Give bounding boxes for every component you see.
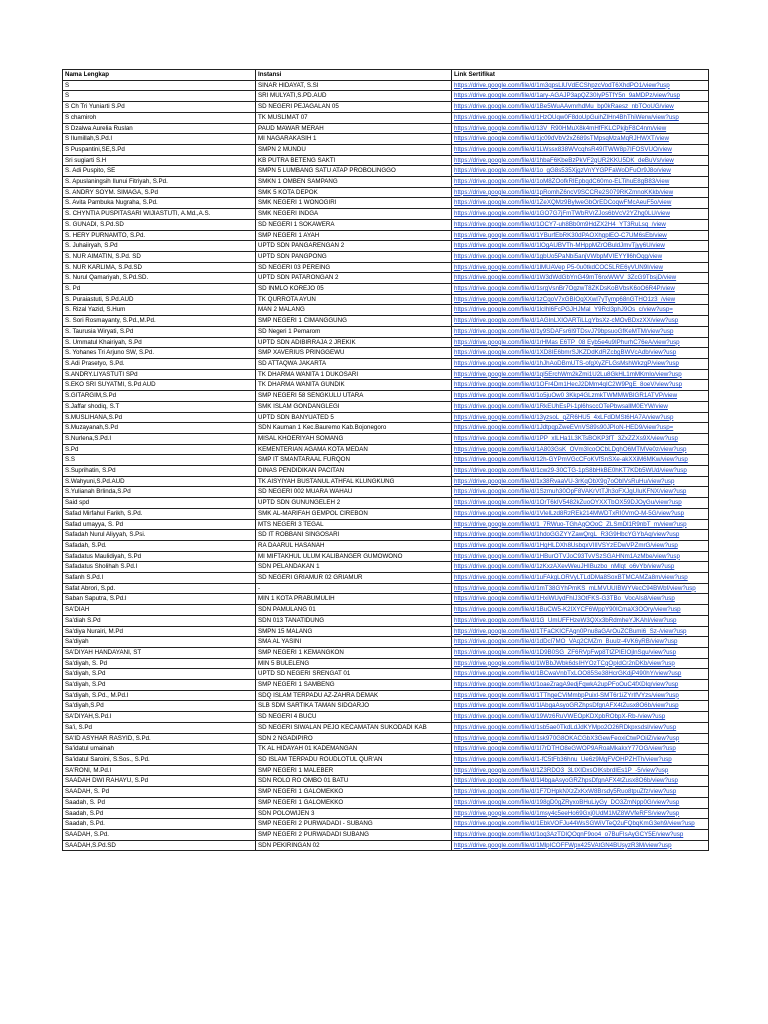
header-instansi: Instansi	[256, 70, 452, 81]
table-row	[63, 273, 709, 284]
cell-nama-lengkap: Safanh S.Pd.I	[63, 573, 256, 584]
cell-instansi: SDN Kauman 1 Kec.Bauremo Kab.Bojonegoro	[256, 423, 452, 434]
cell-link-sertifikat[interactable]: https://drive.google.com/file/d/1HzOUqw0F8doUpGuihZlHn4BhThiWerw/view?usp	[452, 112, 709, 123]
cell-instansi: SD NEGERI GRIAMUR 02 GRIAMUR	[256, 573, 452, 584]
table-row	[63, 348, 709, 359]
cell-nama-lengkap: S Dzalwa Aurelia Ruslan	[63, 123, 256, 134]
cell-instansi: TK QURROTA AYUN	[256, 294, 452, 305]
cell-nama-lengkap: S. Adi Puspito, SE	[63, 166, 256, 177]
table-row	[63, 284, 709, 295]
cell-instansi: SMP XAVERIUS PRINGGEWU	[256, 348, 452, 359]
cell-link-sertifikat[interactable]: https://drive.google.com/file/d/1LWssx838WVcqhsR49ITWW8p7IFOSVUO/view	[452, 144, 709, 155]
cell-nama-lengkap: Sa'diyah, S.Pd., M.Pd.I	[63, 690, 256, 701]
cell-instansi: SD Negeri 1 Pemarom	[256, 326, 452, 337]
cell-nama-lengkap: S.Adi Prasetyo, S.Pd.	[63, 358, 256, 369]
cell-nama-lengkap: S.Muzayanah,S.Pd	[63, 423, 256, 434]
cell-instansi: SDN PELANDAKAN 1	[256, 562, 452, 573]
table-row	[63, 358, 709, 369]
table-row	[63, 519, 709, 530]
cell-link-sertifikat[interactable]: https://drive.google.com/file/d/1F7DHpkNXzZxKxW8Brsdy5Ruo8tpuZfz/view?usp	[452, 787, 709, 798]
cell-link-sertifikat[interactable]: https://drive.google.com/file/d/1cw29-30CTG-1pS8bHkBE0hKT7KDb5WUd/view?usp	[452, 466, 709, 477]
table-row	[63, 433, 709, 444]
cell-instansi: SD NEGERI SIWALAN PEJO KECAMATAN SUKODADI KAB	[256, 722, 452, 733]
table-row	[63, 198, 709, 209]
table-row	[63, 166, 709, 177]
table-row	[63, 583, 709, 594]
spreadsheet-table	[62, 69, 709, 851]
cell-instansi: SRI MULYATI,S.PD.AUD	[256, 91, 452, 102]
cell-link-sertifikat[interactable]: https://drive.google.com/file/d/1Szmuh30OpF8VAKrVtTJh3oFXJgUIuKFNX/view?usp	[452, 487, 709, 498]
cell-nama-lengkap: Safad Mirfahul Farikh, S.Pd.	[63, 508, 256, 519]
cell-link-sertifikat[interactable]: https://drive.google.com/file/d/1jc09dVbV2xZ689sTMpsqMzaMqRJHWXT/view	[452, 134, 709, 145]
cell-nama-lengkap: S.EKO SRI SUYATMI, S.Pd AUD	[63, 380, 256, 391]
cell-nama-lengkap: Safad umayya, S. Pd	[63, 519, 256, 530]
cell-nama-lengkap: Said spd	[63, 498, 256, 509]
table-row	[63, 658, 709, 669]
cell-instansi: TK AISYIYAH BUSTANUL ATHFAL KLUNGKUNG	[256, 476, 452, 487]
table-row	[63, 615, 709, 626]
cell-nama-lengkap: Sa'diya Nurairi, M.Pd	[63, 626, 256, 637]
cell-link-sertifikat[interactable]: https://drive.google.com/file/d/1_7RWuo-TGhAgOOoC_ZLSmDl1R9nbT_m/view?usp	[452, 519, 709, 530]
cell-link-sertifikat[interactable]: https://drive.google.com/file/d/1BCwaVnbTxLOO85Se38HcrGKdjP490hY/view?usp	[452, 669, 709, 680]
cell-link-sertifikat[interactable]: https://drive.google.com/file/d/1ary-AGAJP3apQZ30IyP5TfY5n_9aMDPz/view?usp	[452, 91, 709, 102]
cell-instansi: SMPN 2 MUNDU	[256, 144, 452, 155]
table-row	[63, 680, 709, 691]
cell-instansi: SMA AL YASINI	[256, 637, 452, 648]
table-row	[63, 829, 709, 840]
table-row	[63, 134, 709, 145]
table-row	[63, 294, 709, 305]
cell-link-sertifikat[interactable]: https://drive.google.com/file/d/13V_R90HMuX8k4mHfFKLCPkjbF8C4nm/view	[452, 123, 709, 134]
cell-instansi: TK DHARMA WANITA 1 DUKOSARI	[256, 369, 452, 380]
cell-nama-lengkap: S. Apuslaningsih Ilunui Fitriyah, S.Pd.	[63, 177, 256, 188]
table-row	[63, 177, 709, 188]
cell-nama-lengkap: Sri sugiarti S.H	[63, 155, 256, 166]
table-row	[63, 369, 709, 380]
cell-instansi: UPTD SDN ADIBIRRAJA 2 JREKIK	[256, 337, 452, 348]
cell-nama-lengkap: S. Rizal Yazid, S.Hum	[63, 305, 256, 316]
cell-link-sertifikat[interactable]: https://drive.google.com/file/d/1-fC5tFb36hnu_Ue6z9MgFVOHPZHTh/view?usp	[452, 755, 709, 766]
cell-nama-lengkap: S. GUNADI, S.Pd.SD	[63, 219, 256, 230]
cell-instansi: MISAL KHOERIYAH SOMANG	[256, 433, 452, 444]
table-row	[63, 594, 709, 605]
cell-instansi: SD NEGERI 4 BUCU	[256, 712, 452, 723]
cell-instansi: SMP NEGERI 1 SAMBENG	[256, 680, 452, 691]
table-body	[63, 80, 709, 851]
table-row	[63, 508, 709, 519]
cell-nama-lengkap: S. Ummatul Khairiyah, S.Pd	[63, 337, 256, 348]
cell-nama-lengkap: Safadatus Maulidiyah, S.Pd	[63, 551, 256, 562]
table-row	[63, 498, 709, 509]
table-row	[63, 551, 709, 562]
table-row	[63, 819, 709, 830]
cell-link-sertifikat[interactable]: https://drive.google.com/file/d/1AGInLXIOARTiLLgYbsXz-cMOvBDxzXX/view?usp	[452, 316, 709, 327]
cell-link-sertifikat[interactable]: https://drive.google.com/file/d/1W3dWdGbYnG49mT6nxWWV_3ZcG9TbsjD/view	[452, 273, 709, 284]
cell-nama-lengkap: SA'DIYAH HANDAYANI, ST	[63, 647, 256, 658]
cell-link-sertifikat[interactable]: https://drive.google.com/file/d/1BuCW5-K2IXYCF6WppY90ICmaX3OOry/view?usp	[452, 605, 709, 616]
cell-nama-lengkap: S. Puraiastuti, S.Pd.AUD	[63, 294, 256, 305]
cell-link-sertifikat[interactable]: https://drive.google.com/file/d/1srgVsnBr7OgzwT8ZKDsKoBVbsK6oO6R4P/view	[452, 284, 709, 295]
cell-instansi: SD ATTAQWA JAKARTA	[256, 358, 452, 369]
cell-link-sertifikat[interactable]: https://drive.google.com/file/d/1hbaF6KbeBzPkVF2gUR2KKU5DK_deBuVs/view	[452, 155, 709, 166]
cell-link-sertifikat[interactable]: https://drive.google.com/file/d/1pRomhZ6ncV9SCCRe2S079RKZmnoKKkb/view	[452, 187, 709, 198]
cell-nama-lengkap: SAADAH, S. Pd	[63, 787, 256, 798]
cell-nama-lengkap: S.Nurlena,S.Pd.I	[63, 433, 256, 444]
cell-link-sertifikat[interactable]: https://drive.google.com/file/d/1y9SDAFsr6I9TDsvJ79bpsuoGfKeMTM/view?usp	[452, 326, 709, 337]
cell-nama-lengkap: S.Jaffar shodiq, S.T	[63, 401, 256, 412]
table-row	[63, 455, 709, 466]
cell-instansi: SDN POLOWIJEN 3	[256, 808, 452, 819]
cell-link-sertifikat[interactable]: https://drive.google.com/file/d/1EbkVOFJu44WsSGWiVTeQ2uFQbqKmG3eh9/view?usp	[452, 819, 709, 830]
cell-link-sertifikat[interactable]: https://drive.google.com/file/d/1msy4c5eeHo69Gxj0UdM1MZ8WVfeRFS/view?usp	[452, 808, 709, 819]
table-row	[63, 776, 709, 787]
cell-nama-lengkap: S. Juhaiiryah, S.Pd	[63, 241, 256, 252]
cell-nama-lengkap: S.GITARGIM,S.Pd	[63, 391, 256, 402]
cell-link-sertifikat[interactable]: https://drive.google.com/file/d/1HxiWUydFhIJ3OtFKS-G3TBo_VocAIs8/view?usp	[452, 594, 709, 605]
cell-nama-lengkap: Safadah Nurul Aliyyah, S.Psi.	[63, 530, 256, 541]
cell-link-sertifikat[interactable]: https://drive.google.com/file/d/1uFAkgLORVyLTLdDMa8SoxBTMCAMZa8m/view?usp	[452, 573, 709, 584]
table-row	[63, 530, 709, 541]
cell-instansi: SD IT ROBBANI SINGOSARI	[256, 530, 452, 541]
table-row	[63, 219, 709, 230]
cell-nama-lengkap: Saban Saputra, S.Pd.I	[63, 594, 256, 605]
cell-instansi: SDN 2 NGADIPIRO	[256, 733, 452, 744]
cell-link-sertifikat[interactable]: https://drive.google.com/file/d/1mT38GYhPmKS_mLMVUUIBWYVecC94BWbf/view?usp	[452, 583, 709, 594]
cell-instansi: SD NEGERI 002 MUARA WAHAU	[256, 487, 452, 498]
table-row	[63, 112, 709, 123]
cell-link-sertifikat[interactable]: https://drive.google.com/file/d/1lcIhl6FcPGJHJMal_Y9Rcl3phJ9Os_c/view?usp=	[452, 305, 709, 316]
cell-nama-lengkap: Safat Abrori, S.pd.	[63, 583, 256, 594]
cell-instansi: UPTD SDN BANYUATED 5	[256, 412, 452, 423]
table-row	[63, 626, 709, 637]
table-row	[63, 262, 709, 273]
cell-nama-lengkap: S. Pd	[63, 284, 256, 295]
cell-instansi: SDN ROLO RO OMBO 01 BATU	[256, 776, 452, 787]
cell-link-sertifikat[interactable]: https://drive.google.com/file/d/1oq3AzTDIQOqnF9oo4_o7BuFIsAyGCY5E/view?usp	[452, 829, 709, 840]
table-row	[63, 251, 709, 262]
cell-nama-lengkap: SAADAH,S.Pd.SD	[63, 840, 256, 851]
cell-nama-lengkap: S. NUR KARLIMA, S.Pd.SD	[63, 262, 256, 273]
table-row	[63, 840, 709, 851]
cell-nama-lengkap: Sa'diyah, S.Pd	[63, 680, 256, 691]
cell-link-sertifikat[interactable]: https://drive.google.com/file/d/1Be5WuAAvmrhdMu_bp0kRaesz_nbTOoUG/view	[452, 102, 709, 113]
cell-link-sertifikat[interactable]: https://drive.google.com/file/d/1Z3RDO3_3LtXIDxsOIKsbrdIEs1P_-5/view?usp	[452, 765, 709, 776]
cell-instansi: SDN 013 TANATIDUNG	[256, 615, 452, 626]
cell-instansi: SLB SDM SARTIKA TAMAN SIDOARJO	[256, 701, 452, 712]
cell-instansi: SMP NEGERI 2 PURWADADI - SUBANG	[256, 819, 452, 830]
table-row	[63, 423, 709, 434]
cell-nama-lengkap: Safadah, S.Pd.	[63, 540, 256, 551]
cell-link-sertifikat[interactable]: https://drive.google.com/file/d/1OFr4Dm1HecJ2DMm4qIC2W9PgE_8oeV/view?usp	[452, 380, 709, 391]
cell-instansi: SDN PAMULANG 01	[256, 605, 452, 616]
cell-nama-lengkap: S.Suprihatin, S.Pd	[63, 466, 256, 477]
table-row	[63, 187, 709, 198]
cell-nama-lengkap: S. Yohanes Tri Arjuno SW, S.Pd.	[63, 348, 256, 359]
table-row	[63, 155, 709, 166]
cell-instansi: SMP NEGERI 1 KEMANGKON	[256, 647, 452, 658]
table-row	[63, 380, 709, 391]
cell-link-sertifikat[interactable]: https://drive.google.com/file/d/1A803GsK_OVm3IcoOCbLDghO6MTMVe0z/view?usp	[452, 444, 709, 455]
cell-link-sertifikat[interactable]: https://drive.google.com/file/d/1sk970G8OKACGbX3GewFeoxiCtwPOilZ/view?usp	[452, 733, 709, 744]
cell-link-sertifikat[interactable]: https://drive.google.com/file/d/1x38RvaaVU-3rKqObX9g7oObIVsRuHu/view?usp	[452, 476, 709, 487]
cell-link-sertifikat[interactable]: https://drive.google.com/file/d/1YBurfEbRK30dPAOXhgplEO-C7UM6sEb/view	[452, 230, 709, 241]
cell-link-sertifikat[interactable]: https://drive.google.com/file/d/1OrT6kIV5482kZuoOYXXTbOX59DJOyGu/view?usp	[452, 498, 709, 509]
table-row	[63, 337, 709, 348]
table-row	[63, 305, 709, 316]
cell-instansi: SMK 5 KOTA DEPOK	[256, 187, 452, 198]
cell-instansi: DINAS PENDIDIKAN PACITAN	[256, 466, 452, 477]
cell-link-sertifikat[interactable]: https://drive.google.com/file/d/1TThgeCViMmbpPuixl-SMT6r1iZYrIfVYzs/view?usp	[452, 690, 709, 701]
cell-nama-lengkap: Sa'diyah,S.Pd	[63, 701, 256, 712]
table-row	[63, 669, 709, 680]
cell-nama-lengkap: S. ANDRY SOYM. SIMAGA, S.Pd	[63, 187, 256, 198]
cell-instansi: SMP NEGERI 1 GALOMEKKO	[256, 797, 452, 808]
cell-link-sertifikat[interactable]: https://drive.google.com/file/d/1PP_xILHa1L3KTsBOKP3fT_3ZxZZXs9X/view?usp	[452, 433, 709, 444]
table-row	[63, 573, 709, 584]
cell-instansi: KEMENTERIAN AGAMA KOTA MEDAN	[256, 444, 452, 455]
cell-nama-lengkap: S.ANDRY.LIYASTUTI SPd	[63, 369, 256, 380]
table-row	[63, 444, 709, 455]
cell-nama-lengkap: S.Wahyuni,S.Pd.AUD	[63, 476, 256, 487]
cell-link-sertifikat[interactable]: https://drive.google.com/file/d/1OCY7-uh8Bb0m9HdZX2H4_YT3RuLsq_/view	[452, 219, 709, 230]
cell-nama-lengkap: S. NUR AIMATIN, S.Pd. SD	[63, 251, 256, 262]
cell-link-sertifikat[interactable]: https://drive.google.com/file/d/1MlpICOFFWpx425VAtGN4BUsyzR3M/view?usp	[452, 840, 709, 851]
cell-instansi: SMP NEGERI 1 AYAH	[256, 230, 452, 241]
cell-nama-lengkap: S	[63, 80, 256, 91]
cell-link-sertifikat[interactable]: https://drive.google.com/file/d/1oaeZragA9edjFqwkA2upPFoOuC4fXDIq/view?usp	[452, 680, 709, 691]
header-row	[63, 70, 709, 81]
cell-instansi: SMP NEGERI 1 MALEBER	[256, 765, 452, 776]
cell-nama-lengkap: S. Sori Rosmayanty, S.Pd.,M.Pd.	[63, 316, 256, 327]
cell-link-sertifikat[interactable]: https://drive.google.com/file/d/1GO7G7jFmTWbRVrZJos6bVcV2YZhg0LU/view	[452, 209, 709, 220]
cell-link-sertifikat[interactable]: https://drive.google.com/file/d/1dDcl7MO_VAq2CMZm_Buulz-4VK6yRB/view?usp	[452, 637, 709, 648]
table-row	[63, 797, 709, 808]
table-row	[63, 808, 709, 819]
table-row	[63, 690, 709, 701]
table-row	[63, 487, 709, 498]
cell-nama-lengkap: SA'DIAH	[63, 605, 256, 616]
cell-instansi: SMPN 15 MALANG	[256, 626, 452, 637]
cell-nama-lengkap: S. CHYNTIA PUSPITASARI WIJIASTUTI, A.Md.,A.S.	[63, 209, 256, 220]
cell-nama-lengkap: Sa'i, S.Pd	[63, 722, 256, 733]
cell-link-sertifikat[interactable]: https://drive.google.com/file/d/1o5juOw0 3Kkp4GLzmkTWMMWBIGR1ATVP/view	[452, 391, 709, 402]
cell-nama-lengkap: Sa'diah S.Pd	[63, 615, 256, 626]
table-row	[63, 540, 709, 551]
cell-instansi: SINAR HIDAYAT, S.SI	[256, 80, 452, 91]
cell-nama-lengkap: Safadatus Sholihah S.Pd.I	[63, 562, 256, 573]
cell-nama-lengkap: S. HERY PURNAMTO, S.Pd.	[63, 230, 256, 241]
cell-nama-lengkap: SAADAH, S.Pd.	[63, 829, 256, 840]
cell-nama-lengkap: S Puspantini,SE,S.Pd	[63, 144, 256, 155]
header-nama-lengkap: Nama Lengkap	[63, 70, 256, 81]
cell-link-sertifikat[interactable]: https://drive.google.com/file/d/1l4bgaAsyoGRZhpsDfgnAFX4tZusx8O6b/view?usp	[452, 776, 709, 787]
table-row	[63, 391, 709, 402]
cell-link-sertifikat[interactable]: https://drive.google.com/file/d/1lMUAVep P5-0u0tkdCOC5LRE6yVUN9I/view	[452, 262, 709, 273]
cell-instansi: MIN 1 KOTA PRABUMULIH	[256, 594, 452, 605]
cell-instansi: SMP NEGERI 1 CIMANGGUNG	[256, 316, 452, 327]
cell-instansi: UPTD SDN GUNUNGELEH 2	[256, 498, 452, 509]
cell-instansi: UPTD SDN PATARONGAN 2	[256, 273, 452, 284]
cell-nama-lengkap: Saadah, S.Pd	[63, 808, 256, 819]
cell-nama-lengkap: Sa'idatul umainah	[63, 744, 256, 755]
cell-instansi: TK MUSLIMAT 07	[256, 112, 452, 123]
cell-nama-lengkap: Sa'idatul Saroini, S.Sos., S.Pd.	[63, 755, 256, 766]
table-row	[63, 326, 709, 337]
cell-instansi: SD NEGERI 1 SOKAWERA	[256, 219, 452, 230]
cell-nama-lengkap: S.S	[63, 455, 256, 466]
cell-nama-lengkap: S.MUSLIHANA,S.Pd	[63, 412, 256, 423]
cell-instansi: MIN 5 BULELENG	[256, 658, 452, 669]
table-row	[63, 412, 709, 423]
cell-link-sertifikat[interactable]: https://drive.google.com/file/d/1hdoGGZYYZawQrgL_R3G9HbcYGYbAq/view?usp	[452, 530, 709, 541]
cell-instansi: SD NEGERI 03 PEREING	[256, 262, 452, 273]
cell-link-sertifikat[interactable]: https://drive.google.com/file/d/12h-GYPmVGcCFoKVfSnSXe-akXXiM6MKw/view?usp	[452, 455, 709, 466]
cell-link-sertifikat[interactable]: https://drive.google.com/file/d/1I7rDTHO8eGWOP9ARoaMkakxY77OG/view?usp	[452, 744, 709, 755]
cell-link-sertifikat[interactable]: https://drive.google.com/file/d/1ZeXQMz9BylweGbOrEDCoqwFMcAeuF5o/view	[452, 198, 709, 209]
cell-instansi: -	[256, 583, 452, 594]
table-row	[63, 562, 709, 573]
cell-instansi: SMK ISLAM GONDANGLEGI	[256, 401, 452, 412]
table-row	[63, 787, 709, 798]
table-row	[63, 466, 709, 477]
cell-link-sertifikat[interactable]: https://drive.google.com/file/d/1JdtpqpZweEVnVS89s90JPIoN-HED9/view?usp=	[452, 423, 709, 434]
cell-instansi: UPTD SDN PANGPONG	[256, 251, 452, 262]
cell-link-sertifikat[interactable]: https://drive.google.com/file/d/1oM8ZOofkRlEpbqdC60mo-ELTihuE8gB83/view	[452, 177, 709, 188]
cell-nama-lengkap: S. Avita Pambuka Nugraha, S.Pd.	[63, 198, 256, 209]
cell-instansi: SD ISLAM TERPADU ROUDLOTUL QUR'AN	[256, 755, 452, 766]
cell-link-sertifikat[interactable]: https://drive.google.com/file/d/1sb5ae0TkdLdJdKYMpo2O26RDkpxsdsl/view?usp	[452, 722, 709, 733]
table-row	[63, 755, 709, 766]
cell-nama-lengkap: S Ilumillah,S.Pd.I	[63, 134, 256, 145]
cell-link-sertifikat[interactable]: https://drive.google.com/file/d/1XD8IE6bmrSJKZDdKdRZcbgBWVcAdb/view?usp	[452, 348, 709, 359]
table-row	[63, 241, 709, 252]
cell-link-sertifikat[interactable]: https://drive.google.com/file/d/1qI5ErchWm2kZmi1U2Lu8GkHL1mMKmlo/view?usp	[452, 369, 709, 380]
cell-nama-lengkap: Sa'diyah, S.Pd	[63, 669, 256, 680]
cell-nama-lengkap: S. Taurusia Wiryati, S.Pd	[63, 326, 256, 337]
cell-nama-lengkap: S Ch Tri Yuniarti S.Pd	[63, 102, 256, 113]
cell-instansi: UPTD SDN PANGARENGAN 2	[256, 241, 452, 252]
table-row	[63, 765, 709, 776]
table-row	[63, 91, 709, 102]
cell-nama-lengkap: SAADAH DWI RAHAYU, S.Pd	[63, 776, 256, 787]
cell-instansi: TK AL HIDAYAH 01 KADEMANGAN	[256, 744, 452, 755]
cell-instansi: SMK NEGERI INDGA	[256, 209, 452, 220]
table-row	[63, 605, 709, 616]
cell-instansi: SMP NEGERI 58 SENGKULU UTARA	[256, 391, 452, 402]
cell-instansi: TK DHARMA WANITA GUNDIK	[256, 380, 452, 391]
cell-link-sertifikat[interactable]: https://drive.google.com/file/d/1G_UmUFFHzeW3QXx3bRdmheYJKAhl/view?usp	[452, 615, 709, 626]
table-row	[63, 80, 709, 91]
cell-link-sertifikat[interactable]: https://drive.google.com/file/d/1rHMas E6TP_08 Eyb5e4u9IPhurhC76eA/view?usp	[452, 337, 709, 348]
cell-nama-lengkap: S.Pd	[63, 444, 256, 455]
table-row	[63, 316, 709, 327]
cell-link-sertifikat[interactable]: https://drive.google.com/file/d/19Wz6RuVWEOpKDXpbRObpX-Rb-/view?usp	[452, 712, 709, 723]
cell-link-sertifikat[interactable]: https://drive.google.com/file/d/13yzsoL_qZR6HU5_4xLFdDMSt6HA7A/view?usp	[452, 412, 709, 423]
cell-link-sertifikat[interactable]: https://drive.google.com/file/d/1D9B0SG_ZF6RVpFwp8TtZPIEIOjlnSgu/view?usp	[452, 647, 709, 658]
cell-link-sertifikat[interactable]: https://drive.google.com/file/d/1lAbgaAsyoGRZhpsDfgnAFX4tZusx8O6b/view?usp	[452, 701, 709, 712]
cell-nama-lengkap: SA'ID ASYHAR RASYID, S.Pd.	[63, 733, 256, 744]
cell-instansi: SMKN 1 OMBEN SAMPANG	[256, 177, 452, 188]
cell-nama-lengkap: SA'DIYAH,S.Pd.I	[63, 712, 256, 723]
cell-instansi: MI MIFTAKHUL ULUM KALIBANGER GUMOWONO	[256, 551, 452, 562]
cell-instansi: SMK NEGERI 1 WONOGIRI	[256, 198, 452, 209]
table-row	[63, 123, 709, 134]
cell-nama-lengkap: S.Yulianah Brlinda,S.Pd	[63, 487, 256, 498]
table-row	[63, 647, 709, 658]
cell-nama-lengkap: Saadah, S.Pd.	[63, 819, 256, 830]
cell-instansi: MTS NEGERI 3 TEGAL	[256, 519, 452, 530]
cell-link-sertifikat[interactable]: https://drive.google.com/file/d/1hJhAoDBmUTS-ofgXyZFLGsMshWkzgP/view?usp	[452, 358, 709, 369]
cell-link-sertifikat[interactable]: https://drive.google.com/file/d/198gD0gZRyxoBHuLiyGy_DO3ZmNpp0G/view?usp	[452, 797, 709, 808]
table-row	[63, 144, 709, 155]
cell-nama-lengkap: Sa'diyah	[63, 637, 256, 648]
header-link-sertifikat: Link Sertifikat	[452, 70, 709, 81]
cell-instansi: SDQ ISLAM TERPADU AZ-ZAHRA DEMAK	[256, 690, 452, 701]
cell-nama-lengkap: S	[63, 91, 256, 102]
table-row	[63, 701, 709, 712]
table-row	[63, 230, 709, 241]
table-row	[63, 401, 709, 412]
cell-instansi: SMP IT SMANTARAAL FURQON	[256, 455, 452, 466]
cell-nama-lengkap: SA'RONI, M.Pd.I	[63, 765, 256, 776]
cell-link-sertifikat[interactable]: https://drive.google.com/file/d/1o_gG8s535XjgzVnYYGPFaWoDFuOr9J8o/view	[452, 166, 709, 177]
cell-instansi: SD INMLO KOREJO 05	[256, 284, 452, 295]
cell-link-sertifikat[interactable]: https://drive.google.com/file/d/1HBurOTVJoC93TvVSzSGAHNm1AzMbe/view?usp	[452, 551, 709, 562]
cell-instansi: SD NEGERI PEJAGALAN 05	[256, 102, 452, 113]
table-row	[63, 733, 709, 744]
table-row	[63, 722, 709, 733]
cell-link-sertifikat[interactable]: https://drive.google.com/file/d/1VlelLzd8RzREk214MWDTxRI0VmO-M-5G/view?usp	[452, 508, 709, 519]
table-row	[63, 209, 709, 220]
cell-instansi: PAUD MAWAR MERAH	[256, 123, 452, 134]
cell-link-sertifikat[interactable]: https://drive.google.com/file/d/1m3qpsLlUVdECShpzcVodT6XhdPO1/view?usp	[452, 80, 709, 91]
cell-link-sertifikat[interactable]: https://drive.google.com/file/d/1lOgAUBVTh-MHppMZrOBuldJmvTjyy6U/view	[452, 241, 709, 252]
table-row	[63, 102, 709, 113]
cell-instansi: MAN 2 MALANG	[256, 305, 452, 316]
cell-instansi: UPTD SD NEGERI SRENGAT 01	[256, 669, 452, 680]
table-row	[63, 476, 709, 487]
cell-link-sertifikat[interactable]: https://drive.google.com/file/d/1gbUo5PaNbi5anjVWbpMVIEYYll6hOqg/view	[452, 251, 709, 262]
cell-link-sertifikat[interactable]: https://drive.google.com/file/d/1zKxzAXevWeuJHIBuzbo_nMlqt_o6vYb/view?usp	[452, 562, 709, 573]
table-row	[63, 712, 709, 723]
cell-instansi: SMK AL-MARIFAH GEMPOL CIREBON	[256, 508, 452, 519]
cell-link-sertifikat[interactable]: https://drive.google.com/file/d/1HgHLDXh8UsbqxVIIIVSYzEDwVPZmrG/view?usp	[452, 540, 709, 551]
table-row	[63, 744, 709, 755]
cell-nama-lengkap: S chamiroh	[63, 112, 256, 123]
cell-link-sertifikat[interactable]: https://drive.google.com/file/d/1zCgoV7xGBIOgXXwl7yTymp68nGTHO1z3_/view	[452, 294, 709, 305]
cell-nama-lengkap: S. Nurul Qamariyah, S.Pd.SD.	[63, 273, 256, 284]
cell-instansi: MI NAGARAKASIH 1	[256, 134, 452, 145]
cell-nama-lengkap: Sa'diyah, S. Pd	[63, 658, 256, 669]
cell-link-sertifikat[interactable]: https://drive.google.com/file/d/1WBbJWbk6dsIHYOzTCgOpIdCr2nDKb/view?usp	[452, 658, 709, 669]
table-row	[63, 637, 709, 648]
cell-instansi: RA DAARUL HASANAH	[256, 540, 452, 551]
cell-instansi: KB PUTRA BETENG SAKTI	[256, 155, 452, 166]
cell-link-sertifikat[interactable]: https://drive.google.com/file/d/1TFaCKICFAgn0Pnu8aGArOuZCBumi6_Sz-/view?usp	[452, 626, 709, 637]
cell-instansi: SDN PEKIRINGAN 02	[256, 840, 452, 851]
cell-instansi: SMP NEGERI 1 GALOMEKKO	[256, 787, 452, 798]
cell-nama-lengkap: Saadah, S. Pd	[63, 797, 256, 808]
cell-instansi: SMPN 5 LUMBANG SATU ATAP PROBOLINGGO	[256, 166, 452, 177]
cell-instansi: SMP NEGERI 2 PURWADADI SUBANG	[256, 829, 452, 840]
cell-link-sertifikat[interactable]: https://drive.google.com/file/d/1RkEUhEsPi-1pl6hsccOTePbwsallM0EYW/view	[452, 401, 709, 412]
